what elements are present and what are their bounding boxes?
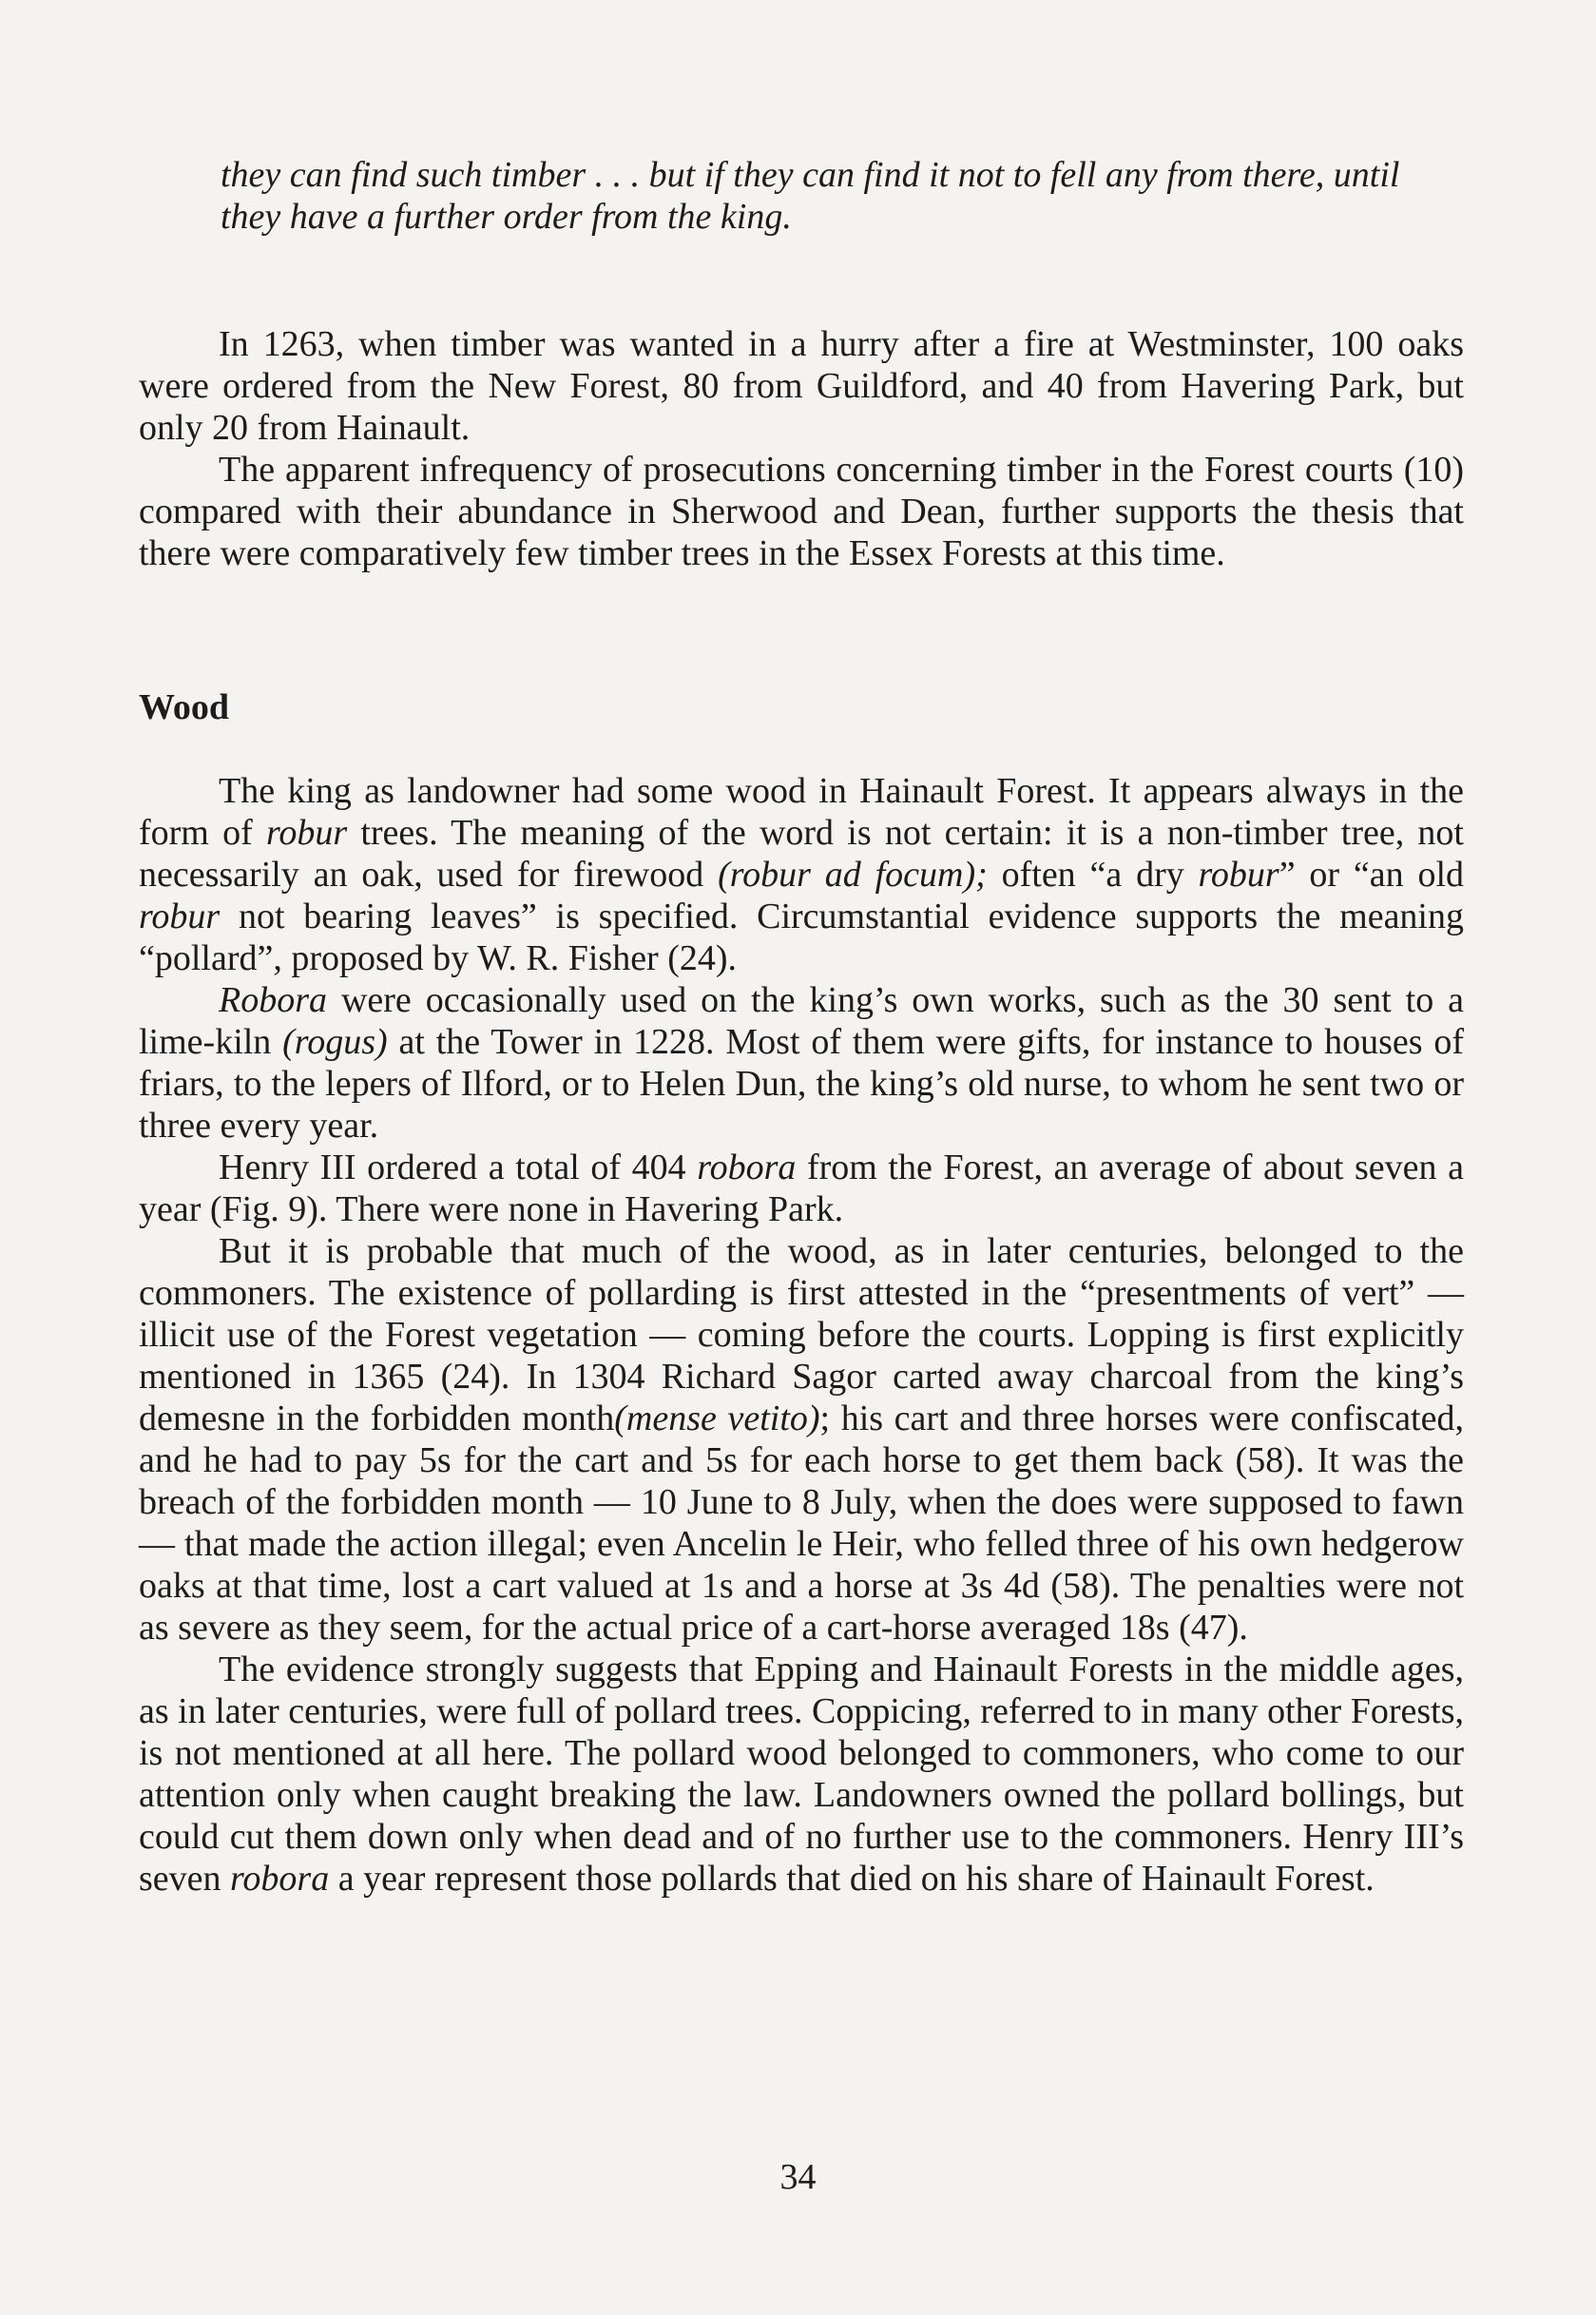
italic-term: (rogus) bbox=[282, 1022, 388, 1062]
text-run: ” or “an old bbox=[1279, 855, 1465, 895]
paragraph-commoners bbox=[139, 1230, 1464, 1649]
paragraph-prosecutions: The apparent infrequency of prosecutions concerning timber in the Forest courts (10) compared with their abundance in Sherwood and Dean, further supports the thesis that there were comparatively few timber trees in the Essex Forests at this time. bbox=[139, 450, 1464, 573]
text-run: The evidence strongly suggests that Epping and Hainault Forests in the middle ages, as in later centuries, were full of pollard trees. Coppicing, referred to in many other Forests, is not mentioned at all here. The pollard wood belonged to commoners, who come to our attention only when caught breaking the law. Landowners owned the pollard bollings, but could cut them down only when dead and of no further use to the commoners. Henry III’s seven bbox=[139, 1649, 1464, 1899]
italic-term: (mense vetito) bbox=[614, 1399, 820, 1438]
paragraph-robur-meaning bbox=[139, 770, 1464, 979]
italic-term: robora bbox=[697, 1148, 797, 1187]
paragraph-westminster-fire: In 1263, when timber was wanted in a hurry after a fire at Westminster, 100 oaks were ordered from the New Forest, 80 from Guildford, and 40 from Havering Park, but only 20 from Hainault. bbox=[139, 324, 1464, 448]
text-run: from the Forest, an average of about seven a year (Fig. 9). There were none in Havering Park. bbox=[139, 1148, 1464, 1229]
text-run: not bearing leaves” is specified. Circumstantial evidence supports the meaning “pollard”, proposed by W. R. Fisher (24). bbox=[139, 897, 1464, 978]
quote-text: they can find such timber . . . but if they can find it not to fell any from there, until they have a further order from the king. bbox=[221, 155, 1400, 237]
text-run: trees. The meaning of the word is not certain: it is a non-timber tree, not necessarily an oak, used for firewood bbox=[139, 813, 1464, 895]
text-run: But it is probable that much of the wood, as in later centuries, belonged to the commoners. The existence of pollarding is first attested in the “presentments of vert” — illicit use of the Forest vegetation — coming before the courts. Lopping is first explicitly mentioned in 1365 (24). In 1304 Richard Sagor carted away charcoal from the king’s demesne in the forbidden month bbox=[139, 1231, 1464, 1438]
italic-term: robur bbox=[139, 897, 221, 936]
text-run: The king as landowner had some wood in Hainault Forest. It appears always in the form of bbox=[139, 771, 1464, 853]
page-number: 34 bbox=[779, 2157, 817, 2197]
section-heading-wood: Wood bbox=[139, 687, 230, 727]
timber-section bbox=[139, 323, 1464, 574]
italic-term: (robur ad focum); bbox=[718, 855, 988, 895]
text-run: were occasionally used on the king’s own works, such as the 30 sent to a lime-kiln bbox=[139, 980, 1464, 1062]
paragraph-robora-uses bbox=[139, 979, 1464, 1147]
text-run: often “a dry bbox=[987, 855, 1199, 895]
text-run: at the Tower in 1228. Most of them were gifts, for instance to houses of friars, to the lepers of Ilford, or to Helen Dun, the king’s old nurse, to whom he sent two or three every year. bbox=[139, 1022, 1464, 1146]
text-run: ; his cart and three horses were confiscated, and he had to pay 5s for the cart and 5s for each horse to get them back (58). It was the breach of the forbidden month — 10 June to 8 July, when the does were supposed to fawn — that made the action illegal; even Ancelin le Heir, who felled three of his own hedgerow oaks at that time, lost a cart valued at 1s and a horse at 3s 4d (58). The penalties were not as severe as they seem, for the actual price of a cart-horse averaged 18s (47). bbox=[139, 1399, 1464, 1648]
italic-term: Robora bbox=[219, 980, 327, 1020]
italic-term: robur bbox=[265, 813, 348, 853]
text-run: a year represent those pollards that died on his share of Hainault Forest. bbox=[329, 1859, 1375, 1899]
wood-section-body bbox=[139, 770, 1464, 1900]
text-run: Henry III ordered a total of 404 bbox=[219, 1148, 698, 1187]
quoted-passage bbox=[221, 154, 1464, 238]
paragraph-evidence bbox=[139, 1649, 1464, 1900]
italic-term: robur bbox=[1198, 855, 1279, 895]
paragraph-henry-iii bbox=[139, 1147, 1464, 1230]
italic-term: robora bbox=[230, 1859, 330, 1899]
